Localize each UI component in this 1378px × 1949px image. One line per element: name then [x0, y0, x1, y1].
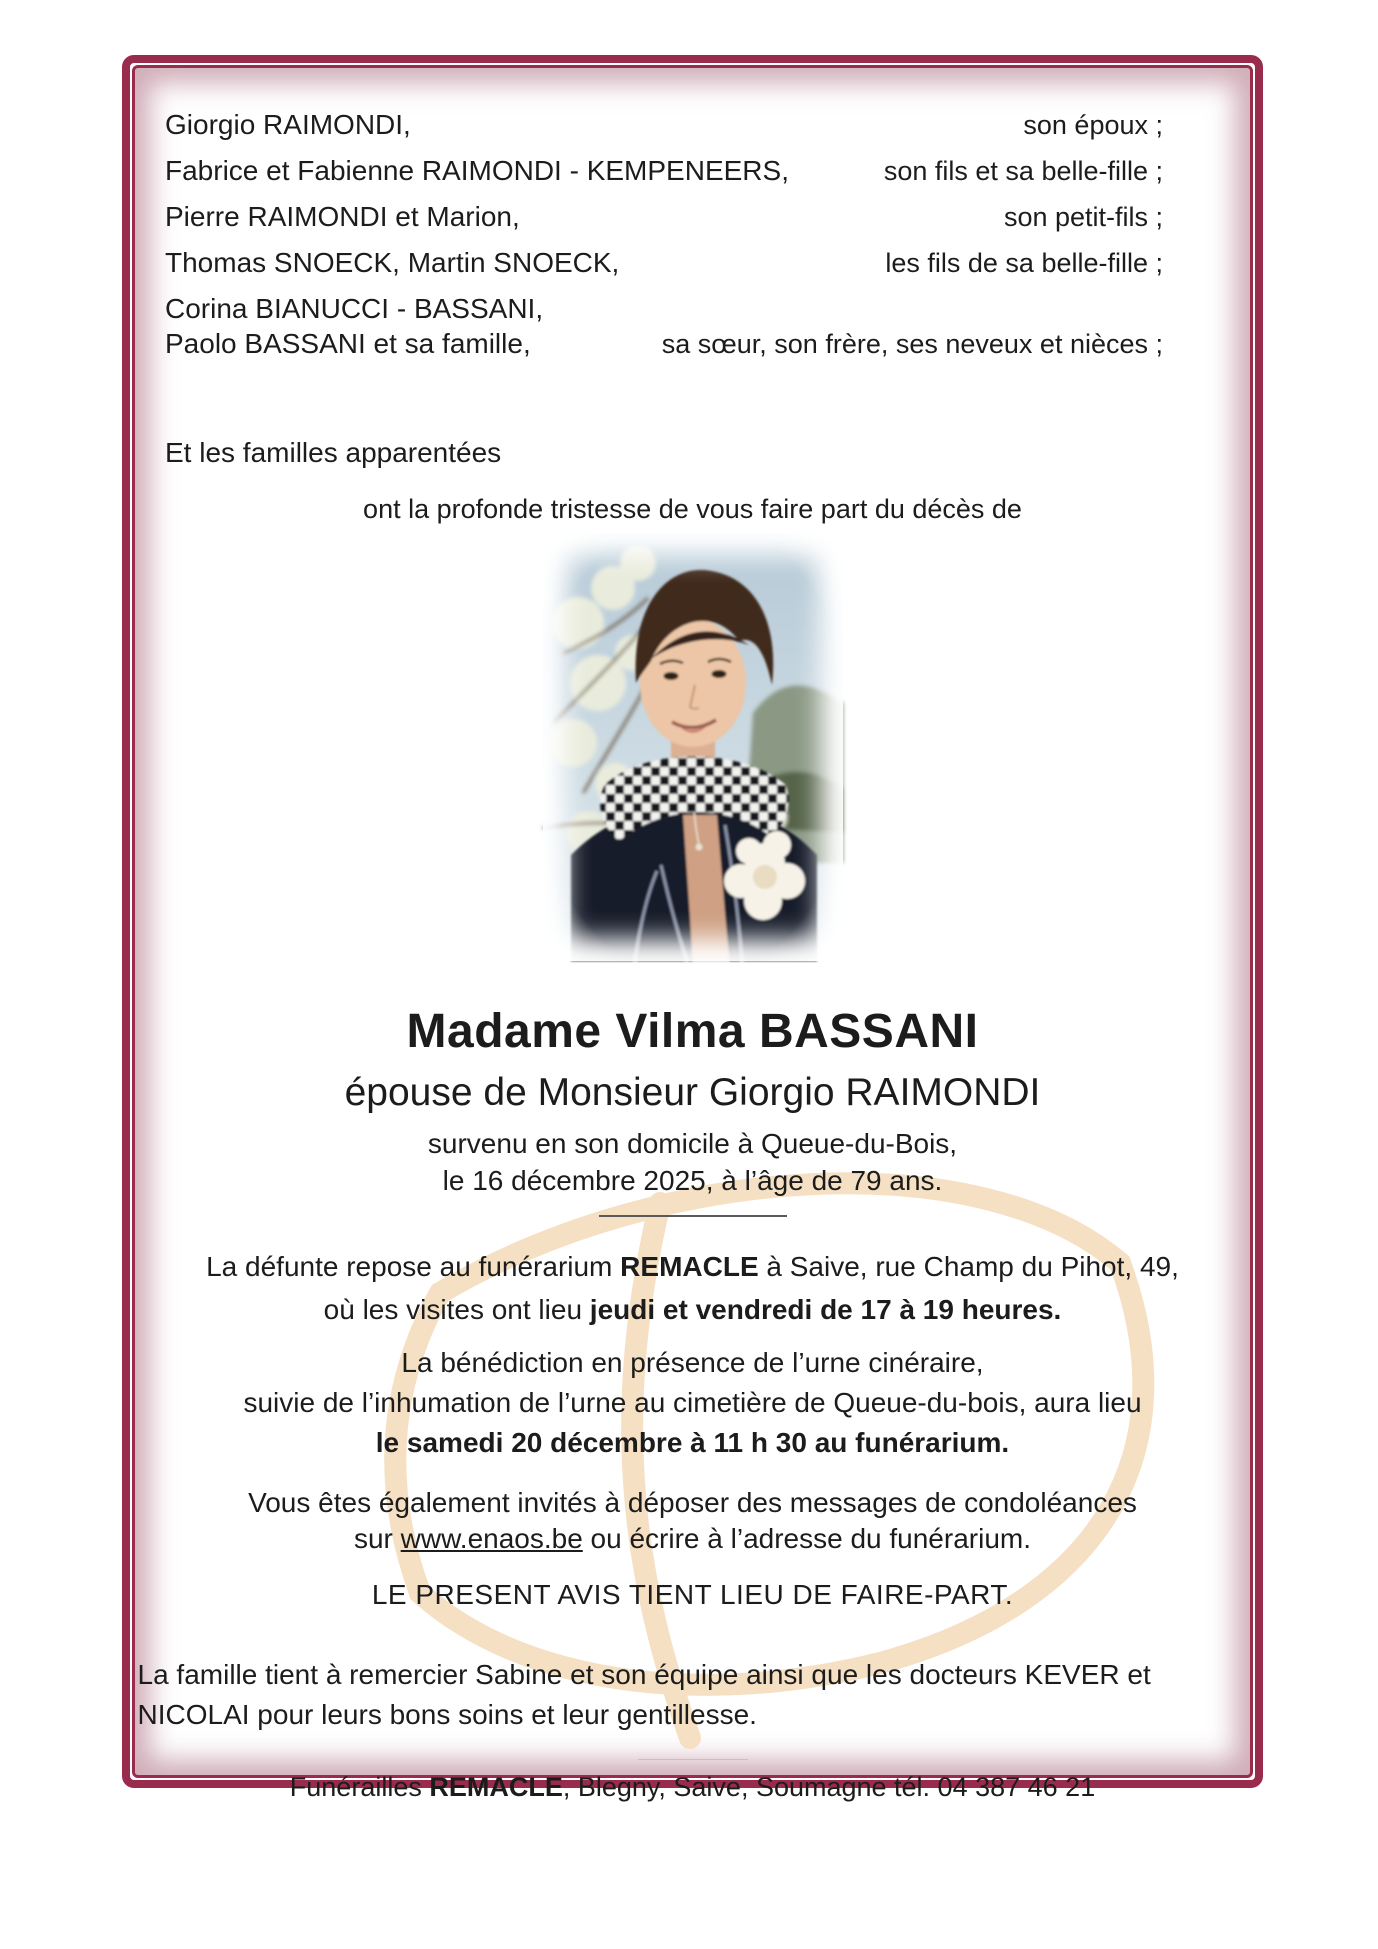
family-row	[165, 246, 1163, 280]
condolences-line2[interactable]: sur www.enaos.be ou écrire à l’adresse du funérarium.	[353, 1523, 1031, 1554]
visits-line: où les visites ont lieu jeudi et vendredi de 17 à 19 heures.	[323, 1294, 1062, 1325]
family-name: Corina BIANUCCI - BASSANI,	[165, 293, 544, 324]
deceased-name: Madame Vilma BASSANI	[406, 1005, 979, 1058]
benediction-line3: le samedi 20 décembre à 11 h 30 au funérarium.	[375, 1427, 1010, 1458]
family-name: Et les familles apparentées	[165, 437, 502, 468]
family-row	[165, 436, 1163, 470]
spouse-line: épouse de Monsieur Giorgio RAIMONDI	[344, 1071, 1041, 1114]
deceased-photo	[543, 533, 843, 961]
repose-line: La défunte repose au funérarium REMACLE à Saive, rue Champ du Pihot, 49,	[206, 1251, 1179, 1282]
condolences-line1: Vous êtes également invités à déposer des messages de condoléances	[248, 1487, 1137, 1518]
family-relation: sa sœur, son frère, ses neveux et nièces ;	[661, 329, 1163, 359]
thanks-paragraph: La famille tient à remercier Sabine et son équipe ainsi que les docteurs KEVER et NICOLAI pour leurs bons soins et leur gentillesse.	[137, 1659, 1151, 1730]
family-relation: son époux ;	[1023, 110, 1163, 140]
repose-paragraph	[135, 1245, 1250, 1331]
death-date-line: le 16 décembre 2025, à l’âge de 79 ans.	[442, 1165, 943, 1196]
benediction-line2: suivie de l’inhumation de l’urne au cimetière de Queue-du-bois, aura lieu	[243, 1387, 1142, 1418]
family-name: Fabrice et Fabienne RAIMONDI - KEMPENEERS,	[165, 155, 789, 186]
family-name: Giorgio RAIMONDI,	[165, 109, 411, 140]
death-place-line: survenu en son domicile à Queue-du-Bois,	[427, 1128, 958, 1159]
family-relation: les fils de sa belle-fille ;	[885, 248, 1163, 278]
family-row	[165, 108, 1163, 142]
family-row	[165, 154, 1163, 188]
family-row	[165, 327, 1163, 361]
benediction-paragraph	[135, 1343, 1250, 1463]
family-list	[135, 108, 1250, 470]
family-name: Pierre RAIMONDI et Marion,	[165, 201, 520, 232]
family-name: Thomas SNOECK, Martin SNOECK,	[165, 247, 620, 278]
card-inner-frame	[132, 65, 1253, 1802]
benediction-line1: La bénédiction en présence de l’urne cinéraire,	[401, 1347, 984, 1378]
section-divider	[599, 1215, 787, 1217]
family-relation: son fils et sa belle-fille ;	[883, 156, 1163, 186]
card-content	[135, 68, 1250, 1804]
funeral-home-footer: Funérailles REMACLE, Blegny, Saive, Soumagne tél. 04 387 46 21	[289, 1772, 1096, 1802]
memorial-card	[122, 55, 1263, 1802]
announcement-intro: ont la profonde tristesse de vous faire part du décès de	[363, 494, 1022, 524]
family-row	[165, 200, 1163, 234]
condolences-paragraph	[135, 1485, 1250, 1557]
footer-divider	[638, 1759, 748, 1760]
legal-notice: LE PRESENT AVIS TIENT LIEU DE FAIRE-PART.	[371, 1579, 1014, 1610]
family-name: Paolo BASSANI et sa famille,	[165, 328, 531, 359]
family-row	[165, 292, 1163, 326]
family-relation: son petit-fils ;	[1003, 202, 1163, 232]
